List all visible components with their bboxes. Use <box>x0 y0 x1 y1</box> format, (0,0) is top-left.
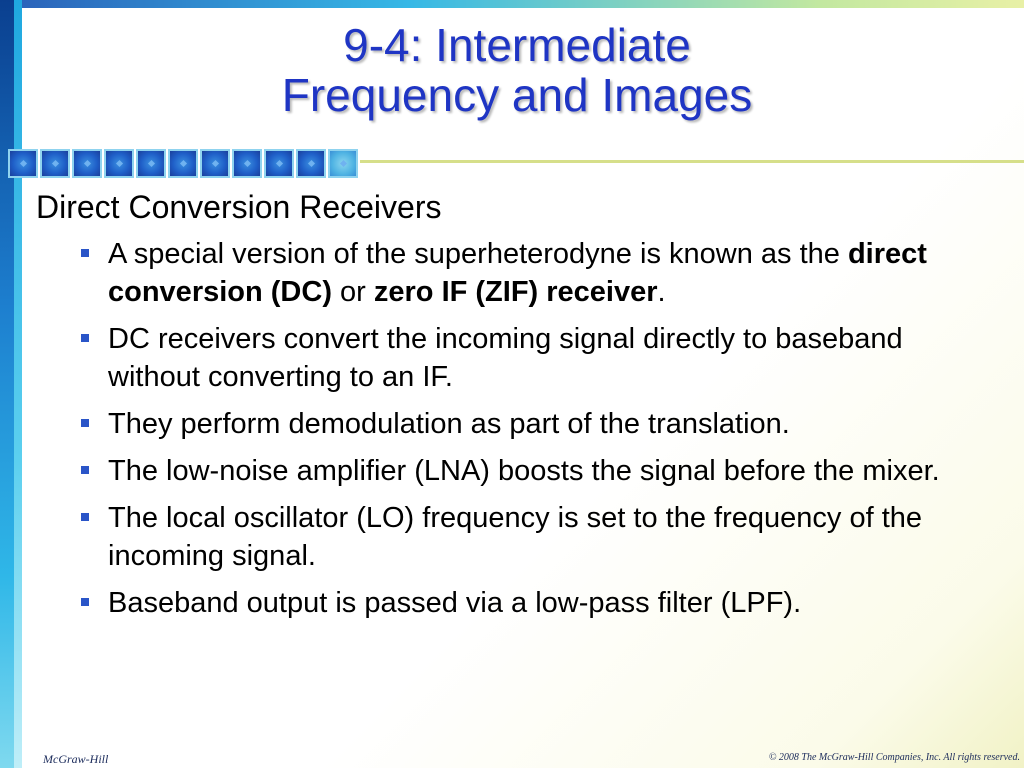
bullet-text: Baseband output is passed via a low-pass filter (LPF). <box>108 587 802 619</box>
square-bullet-icon <box>81 513 89 521</box>
left-accent-bar <box>0 0 22 768</box>
square-bullet-icon <box>81 334 89 342</box>
bullet-text: A special version of the superheterodyne is known as the <box>108 238 848 270</box>
section-heading: Direct Conversion Receivers <box>36 189 442 225</box>
bullet-list <box>36 235 996 622</box>
bullet-item <box>36 499 996 575</box>
square-bullet-icon <box>81 249 89 257</box>
bullet-item <box>36 584 996 622</box>
decorative-square <box>104 149 134 178</box>
title-line-2: Frequency and Images <box>281 69 753 121</box>
bullet-item <box>36 320 996 396</box>
decorative-square <box>8 149 38 178</box>
decorative-square-row <box>8 149 358 180</box>
decorative-square <box>168 149 198 178</box>
footer-publisher: McGraw-Hill <box>43 752 109 766</box>
bullet-text-bold: direct conversion (DC) <box>108 238 927 308</box>
decorative-divider-line <box>360 160 1024 163</box>
slide-body <box>36 188 996 631</box>
decorative-square <box>264 149 294 178</box>
bullet-item <box>36 405 996 443</box>
decorative-square <box>72 149 102 178</box>
bullet-text: They perform demodulation as part of the translation. <box>108 408 790 440</box>
square-bullet-icon <box>81 598 89 606</box>
bullet-text: DC receivers convert the incoming signal directly to baseband without converting to an IF. <box>108 323 903 393</box>
square-bullet-icon <box>81 419 89 427</box>
bullet-item <box>36 452 996 490</box>
square-bullet-icon <box>81 466 89 474</box>
decorative-square <box>328 149 358 178</box>
top-accent-bar <box>0 0 1024 8</box>
slide-title <box>22 20 1012 120</box>
decorative-square <box>136 149 166 178</box>
bullet-text-bold: zero IF (ZIF) receiver <box>373 276 658 308</box>
decorative-square <box>200 149 230 178</box>
decorative-square <box>296 149 326 178</box>
title-line-1: 9-4: Intermediate <box>343 19 691 71</box>
bullet-text: or <box>331 276 374 308</box>
bullet-item <box>36 235 996 311</box>
bullet-text: . <box>657 276 666 308</box>
bullet-text: The low-noise amplifier (LNA) boosts the signal before the mixer. <box>108 455 940 487</box>
decorative-square <box>40 149 70 178</box>
decorative-square <box>232 149 262 178</box>
footer-copyright: © 2008 The McGraw-Hill Companies, Inc. All rights reserved. <box>768 752 1020 763</box>
bullet-text: The local oscillator (LO) frequency is set to the frequency of the incoming signal. <box>108 502 923 572</box>
